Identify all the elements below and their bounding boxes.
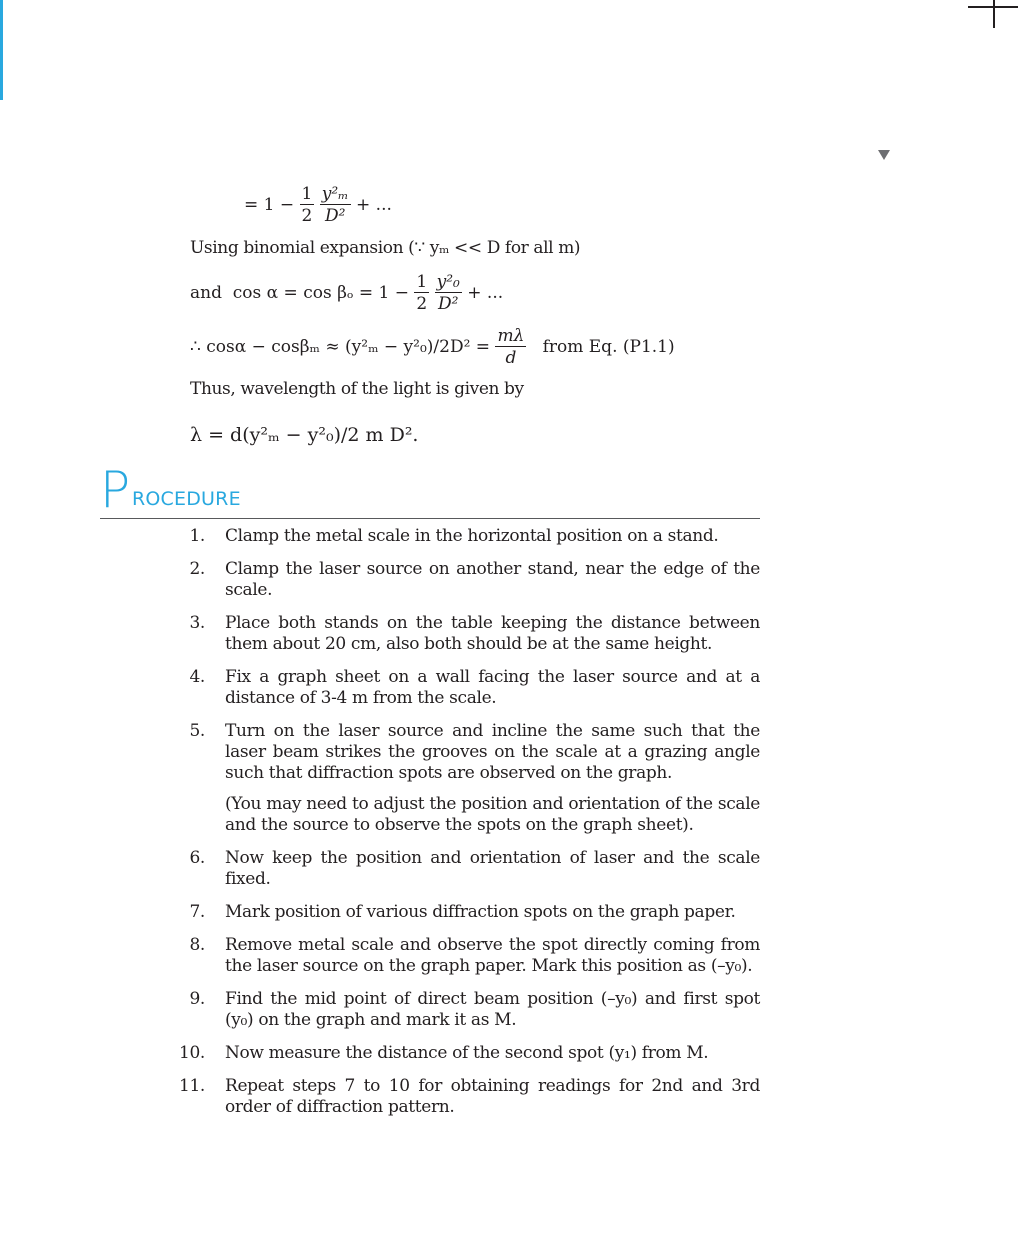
step-4: 4. Fix a graph sheet on a wall facing the laser source and at a distance of 3-4 m from the scale. (189, 667, 760, 708)
step-9: 9. Find the mid point of direct beam position (–y₀) and first spot (y₀) on the graph and mark it as M. (189, 989, 760, 1030)
step-6: 6. Now keep the position and orientation of laser and the scale fixed. (189, 848, 760, 889)
equation-3-fraction: $\frac{m\lambda}{d}$ (497, 326, 525, 368)
equation-2-fraction: $\frac{\text{y²₀}}{\text{D²}}$ (436, 272, 460, 314)
equation-1: = 1 − $\frac{1}{2}$ $\frac{\text{y²ₘ}}{\text{D²}}$ + ... (244, 184, 392, 226)
step-7: 7. Mark position of various diffraction spots on the graph paper. (189, 902, 736, 922)
wavelength-equation: λ = d(y²ₘ − y²₀)/2 m D². (190, 424, 419, 446)
step-11: 11. Repeat steps 7 to 10 for obtaining readings for 2nd and 3rd order of diffraction pattern. (179, 1076, 760, 1117)
step-8: 8. Remove metal scale and observe the spot directly coming from the laser source on the graph paper. Mark this position as (–y₀). (189, 935, 760, 976)
thus-line: Thus, wavelength of the light is given by (190, 379, 524, 399)
step-5: 5. Turn on the laser source and incline the same such that the laser beam strikes the grooves on the scale at a grazing angle such that diffraction spots are observed on the graph. (189, 721, 760, 783)
procedure-heading-rest: ROCEDURE (132, 488, 241, 510)
equation-1-fraction: $\frac{\text{y²ₘ}}{\text{D²}}$ (321, 184, 349, 226)
equation-2: and cos α = cos βₒ = 1 − $\frac{1}{2}$ $\frac{\text{y²₀}}{\text{D²}}$ + ... (190, 272, 504, 314)
equation-3: ∴ cosα − cosβₘ ≈ (y²ₘ − y²₀)/2D² = $\frac{m\lambda}{d}$ from Eq. (P1.1) (190, 326, 675, 368)
procedure-heading-initial: P (100, 461, 131, 519)
step-5-note: (You may need to adjust the position and orientation of the scale and the source to observe the spots on the graph sheet). (225, 794, 760, 835)
triangle-marker-icon (878, 150, 890, 160)
step-1: 1. Clamp the metal scale in the horizontal position on a stand. (189, 526, 719, 546)
step-3: 3. Place both stands on the table keeping the distance between them about 20 cm, also both should be at the same height. (189, 613, 760, 654)
crop-mark-vertical (993, 0, 995, 28)
equation-1-coef: $\frac{1}{2}$ (301, 184, 313, 226)
equation-2-coef: $\frac{1}{2}$ (416, 272, 428, 314)
step-10: 10. Now measure the distance of the second spot (y₁) from M. (179, 1043, 709, 1063)
binomial-expansion-line: Using binomial expansion (∵ yₘ << D for all m) (190, 238, 581, 258)
procedure-heading (100, 461, 760, 519)
step-2: 2. Clamp the laser source on another stand, near the edge of the scale. (189, 559, 760, 600)
page-edge-bar (0, 0, 3, 100)
procedure-steps (160, 526, 760, 1130)
